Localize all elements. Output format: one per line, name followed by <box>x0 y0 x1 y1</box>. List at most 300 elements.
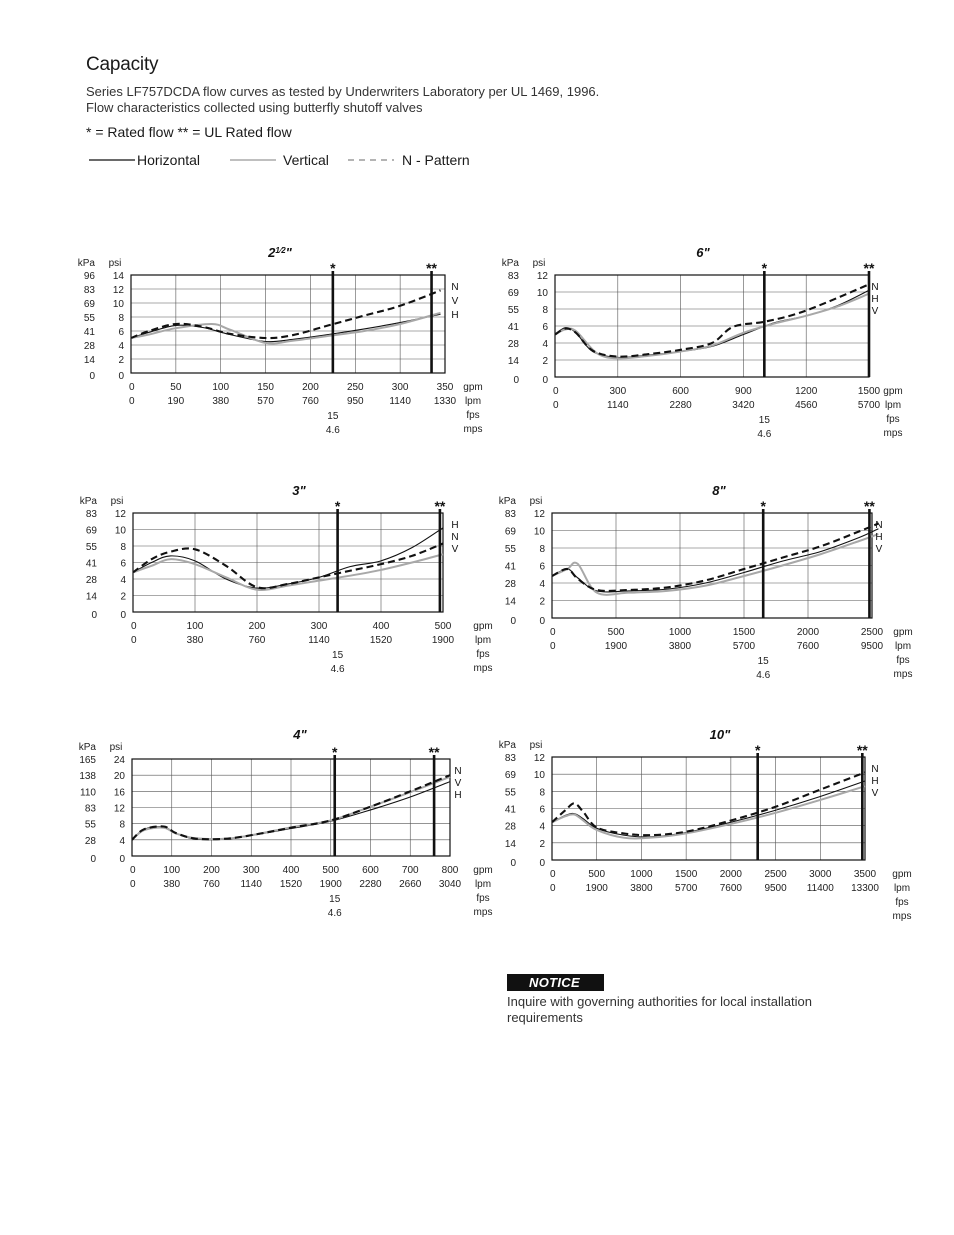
y-tick-kpa: 55 <box>504 787 516 799</box>
end-label-v: V <box>871 306 879 317</box>
x-tick-lpm: 0 <box>553 400 559 411</box>
flow-chart-2 <box>500 240 920 440</box>
grid-lines <box>555 275 869 377</box>
y-tick-kpa: 0 <box>510 616 516 627</box>
x-unit-mps: mps <box>473 663 493 674</box>
x-tick-gpm: 200 <box>203 865 220 876</box>
y-tick-kpa: 83 <box>84 803 96 815</box>
x-tick-lpm: 0 <box>129 396 135 407</box>
x-tick-gpm: 500 <box>434 621 452 632</box>
x-tick-lpm: 9500 <box>860 641 884 652</box>
end-label-n: N <box>875 520 883 531</box>
y-tick-kpa: 14 <box>504 838 516 850</box>
chart-title-inch: " <box>285 245 292 260</box>
x-tick-lpm: 2280 <box>359 879 382 890</box>
series-vertical <box>552 786 865 838</box>
x-unit-gpm: gpm <box>893 627 913 638</box>
x-tick-gpm: 200 <box>302 382 319 393</box>
x-tick-gpm: 0 <box>129 382 135 393</box>
rated-flow-mps: 4.6 <box>330 664 345 675</box>
y-tick-psi: 16 <box>113 787 125 799</box>
rated-flow-star: * <box>760 498 766 514</box>
ul-rated-flow-stars: ** <box>856 742 868 758</box>
legend-swatch-vertical <box>230 159 276 162</box>
series-horizontal <box>555 290 869 357</box>
x-tick-lpm: 1900 <box>604 641 628 652</box>
y-tick-psi: 14 <box>112 271 124 282</box>
y-tick-psi: 0 <box>542 375 548 386</box>
legend-swatch-n-pattern <box>348 159 394 162</box>
y-tick-psi: 4 <box>118 341 124 352</box>
x-tick-gpm: 600 <box>672 386 689 397</box>
y-tick-psi: 10 <box>536 288 548 299</box>
x-unit-mps: mps <box>893 669 913 680</box>
chart-svg <box>78 722 498 922</box>
x-tick-lpm: 11400 <box>806 883 834 894</box>
x-tick-lpm: 3800 <box>668 641 692 652</box>
ul-rated-flow-stars: ** <box>428 744 440 760</box>
rated-flow-star: * <box>330 260 336 276</box>
x-tick-lpm: 5700 <box>675 883 698 894</box>
y-tick-psi: 0 <box>539 858 545 869</box>
rated-flow-star: * <box>754 742 761 758</box>
y-tick-kpa: 165 <box>79 755 96 766</box>
y-tick-psi: 10 <box>533 770 545 782</box>
y-tick-kpa: 69 <box>83 299 95 310</box>
x-unit-mps: mps <box>883 428 903 439</box>
x-unit-mps: mps <box>473 907 493 918</box>
x-tick-lpm: 4560 <box>795 400 818 411</box>
flow-chart-5 <box>78 722 498 922</box>
y-tick-psi: 20 <box>113 771 125 783</box>
series-vertical <box>133 554 443 590</box>
y-tick-psi: 12 <box>113 803 125 815</box>
chart-title-inch: " <box>300 727 307 742</box>
x-tick-lpm: 380 <box>163 879 181 890</box>
y-tick-kpa: 83 <box>85 509 97 520</box>
rated-flow-fps: 15 <box>758 415 770 426</box>
legend-label-vertical: Vertical <box>283 152 329 168</box>
chart-title-size: 4 <box>293 727 301 742</box>
y-tick-psi: 0 <box>118 371 124 382</box>
y-tick-kpa: 55 <box>83 313 95 324</box>
y-tick-kpa: 0 <box>510 858 516 869</box>
end-label-n: N <box>451 282 459 293</box>
x-unit-gpm: gpm <box>883 386 903 397</box>
y-tick-kpa: 55 <box>85 542 97 553</box>
x-tick-gpm: 250 <box>346 382 364 393</box>
x-tick-gpm: 0 <box>553 386 559 397</box>
chart-title <box>292 727 307 742</box>
x-tick-lpm: 380 <box>212 396 230 407</box>
x-unit-fps: fps <box>476 649 490 660</box>
y-tick-psi: 6 <box>539 561 545 573</box>
y-tick-kpa: 28 <box>504 821 516 833</box>
x-unit-lpm: lpm <box>894 641 912 652</box>
x-tick-gpm: 1000 <box>630 869 653 880</box>
grid-lines <box>552 513 872 618</box>
chart-svg <box>498 478 920 681</box>
rated-flow-star: * <box>334 498 341 514</box>
y-tick-kpa: 28 <box>504 579 516 590</box>
y-unit-psi: psi <box>529 740 543 751</box>
y-unit-psi: psi <box>108 258 122 269</box>
notice-badge: NOTICE <box>507 974 604 991</box>
y-tick-psi: 2 <box>118 355 124 366</box>
x-unit-fps: fps <box>895 897 909 908</box>
series-group <box>552 772 865 838</box>
chart-title-size: 10 <box>709 727 725 742</box>
y-tick-kpa: 0 <box>90 854 96 865</box>
x-tick-lpm: 7600 <box>796 641 820 652</box>
x-unit-mps: mps <box>463 424 483 435</box>
y-tick-kpa: 41 <box>85 558 97 570</box>
x-tick-gpm: 0 <box>130 865 136 876</box>
x-tick-lpm: 1140 <box>607 400 629 411</box>
page-title: Capacity <box>86 54 159 75</box>
y-tick-psi: 10 <box>114 525 126 537</box>
notice-text <box>507 994 847 1026</box>
y-tick-psi: 8 <box>542 305 548 316</box>
x-tick-gpm: 1500 <box>732 627 756 638</box>
x-tick-gpm: 350 <box>436 382 454 393</box>
y-tick-psi: 4 <box>542 339 548 350</box>
intro-line-1: Series LF757DCDA flow curves as tested by Underwriters Laboratory per UL 1469, 1996. <box>86 84 600 99</box>
chart-title-inch: " <box>703 245 710 260</box>
chart-title <box>712 483 726 498</box>
series-horizontal <box>552 529 878 592</box>
y-tick-kpa: 28 <box>84 835 96 847</box>
x-tick-lpm: 760 <box>203 879 220 890</box>
y-tick-kpa: 14 <box>85 591 97 603</box>
y-tick-kpa: 69 <box>504 770 516 782</box>
y-tick-psi: 6 <box>542 322 548 333</box>
end-label-v: V <box>451 544 459 555</box>
y-tick-psi: 8 <box>120 542 126 553</box>
x-unit-lpm: lpm <box>884 400 902 411</box>
series-group <box>552 524 878 595</box>
y-unit-psi: psi <box>532 258 546 269</box>
end-label-h: H <box>875 532 883 543</box>
x-tick-gpm: 1500 <box>675 869 698 880</box>
x-tick-lpm: 2660 <box>399 879 422 890</box>
x-tick-gpm: 2000 <box>719 869 742 880</box>
x-tick-lpm: 760 <box>248 635 266 646</box>
y-tick-kpa: 28 <box>507 339 519 350</box>
ul-rated-flow-stars: ** <box>426 260 437 276</box>
end-label-h: H <box>451 310 459 321</box>
chart-title-size: 2 <box>268 245 276 260</box>
chart-title-size: 6 <box>696 245 704 260</box>
y-unit-kpa: kPa <box>501 258 519 269</box>
x-tick-gpm: 0 <box>550 869 556 880</box>
x-tick-gpm: 400 <box>372 621 390 632</box>
y-tick-psi: 4 <box>120 575 126 586</box>
x-tick-lpm: 3040 <box>438 879 462 890</box>
y-tick-kpa: 55 <box>84 819 96 831</box>
chart-svg <box>500 240 920 440</box>
y-tick-psi: 2 <box>542 356 548 367</box>
y-tick-psi: 12 <box>533 509 545 520</box>
notice-box <box>507 974 847 1026</box>
x-tick-gpm: 50 <box>170 382 182 393</box>
y-tick-psi: 6 <box>118 327 124 338</box>
x-unit-fps: fps <box>886 414 900 425</box>
x-tick-gpm: 300 <box>609 386 627 397</box>
x-unit-fps: fps <box>896 655 910 666</box>
x-tick-lpm: 380 <box>186 635 204 646</box>
y-tick-psi: 4 <box>539 579 545 590</box>
flow-chart-4 <box>498 478 920 681</box>
x-tick-lpm: 1900 <box>585 883 608 894</box>
chart-title-fraction: 1⁄2 <box>275 246 286 255</box>
y-tick-kpa: 55 <box>504 544 516 555</box>
x-unit-gpm: gpm <box>473 621 493 632</box>
y-tick-kpa: 83 <box>507 271 519 282</box>
rated-flow-fps: 15 <box>757 656 769 667</box>
y-tick-kpa: 110 <box>80 787 96 799</box>
y-tick-psi: 2 <box>120 591 126 603</box>
x-tick-gpm: 100 <box>163 865 181 876</box>
chart-title <box>696 245 710 260</box>
end-label-n: N <box>871 282 879 293</box>
end-label-h: H <box>871 776 879 787</box>
chart-svg <box>78 478 498 678</box>
chart-svg <box>500 722 920 922</box>
x-tick-lpm: 0 <box>130 879 136 890</box>
x-tick-gpm: 1000 <box>668 627 692 638</box>
x-tick-gpm: 800 <box>441 865 459 876</box>
intro-line-2: Flow characteristics collected using butterfly shutoff valves <box>86 100 423 115</box>
x-tick-lpm: 13300 <box>851 883 879 894</box>
y-unit-kpa: kPa <box>77 258 95 269</box>
x-tick-gpm: 300 <box>391 382 409 393</box>
series-vertical <box>552 534 878 595</box>
y-tick-psi: 8 <box>119 819 125 831</box>
rated-flow-star: * <box>761 260 768 276</box>
x-tick-lpm: 0 <box>550 641 556 652</box>
x-tick-gpm: 2000 <box>796 627 820 638</box>
x-tick-lpm: 950 <box>346 396 364 407</box>
y-tick-kpa: 55 <box>507 305 519 316</box>
end-label-h: H <box>451 520 459 531</box>
legend-swatch-horizontal <box>89 159 135 162</box>
y-tick-psi: 8 <box>539 787 545 799</box>
x-tick-gpm: 900 <box>735 386 752 397</box>
x-tick-gpm: 3500 <box>853 869 877 880</box>
end-label-n: N <box>454 766 462 777</box>
y-tick-psi: 8 <box>539 544 545 555</box>
chart-title <box>292 483 306 498</box>
x-tick-gpm: 400 <box>282 865 300 876</box>
y-tick-psi: 2 <box>539 596 545 608</box>
x-tick-lpm: 1330 <box>433 396 457 407</box>
rated-flow-fps: 15 <box>329 894 341 905</box>
flow-chart-6 <box>500 722 920 922</box>
y-tick-psi: 0 <box>539 616 545 627</box>
x-tick-gpm: 3000 <box>809 869 832 880</box>
y-tick-psi: 12 <box>533 753 545 764</box>
x-unit-lpm: lpm <box>474 635 492 646</box>
series-group <box>555 284 869 358</box>
y-tick-kpa: 83 <box>504 753 516 764</box>
y-tick-psi: 4 <box>119 835 125 847</box>
x-tick-gpm: 0 <box>550 627 556 638</box>
x-unit-lpm: lpm <box>464 396 482 407</box>
y-unit-kpa: kPa <box>498 740 516 751</box>
end-label-v: V <box>451 296 459 307</box>
notice-line-2: requirements <box>507 1010 583 1025</box>
y-unit-psi: psi <box>109 742 123 753</box>
rated-flow-mps: 4.6 <box>327 908 342 919</box>
y-tick-kpa: 41 <box>504 561 516 573</box>
rated-flow-mps: 4.6 <box>756 670 771 681</box>
x-tick-gpm: 600 <box>362 865 379 876</box>
y-tick-kpa: 28 <box>85 575 97 586</box>
y-tick-psi: 12 <box>536 271 548 282</box>
chart-title <box>267 245 292 260</box>
y-tick-psi: 0 <box>119 854 125 865</box>
x-tick-gpm: 700 <box>401 865 419 876</box>
ul-rated-flow-stars: ** <box>863 260 875 276</box>
x-tick-lpm: 1900 <box>319 879 342 890</box>
y-tick-kpa: 96 <box>83 271 95 282</box>
legend-label-n-pattern: N - Pattern <box>402 152 470 168</box>
y-tick-psi: 6 <box>120 558 126 570</box>
rated-flow-mps: 4.6 <box>757 429 772 440</box>
x-tick-lpm: 190 <box>167 396 185 407</box>
y-tick-kpa: 14 <box>83 355 95 366</box>
x-unit-lpm: lpm <box>893 883 911 894</box>
y-unit-psi: psi <box>529 496 543 507</box>
x-unit-gpm: gpm <box>463 382 483 393</box>
x-tick-lpm: 0 <box>131 635 137 646</box>
chart-title-inch: " <box>724 727 731 742</box>
series-group <box>133 528 443 590</box>
x-tick-lpm: 1140 <box>240 879 263 890</box>
y-tick-psi: 4 <box>539 821 545 833</box>
grid-lines <box>133 513 443 612</box>
chart-title-inch: " <box>719 483 726 498</box>
x-tick-gpm: 1500 <box>857 386 881 397</box>
flow-chart-3 <box>78 478 498 678</box>
y-tick-kpa: 41 <box>83 327 95 338</box>
chart-svg <box>78 240 498 440</box>
x-tick-lpm: 1900 <box>431 635 455 646</box>
x-tick-gpm: 2500 <box>860 627 884 638</box>
x-tick-gpm: 0 <box>131 621 137 632</box>
x-unit-gpm: gpm <box>473 865 493 876</box>
x-tick-gpm: 150 <box>257 382 274 393</box>
y-tick-kpa: 0 <box>513 375 519 386</box>
chart-title-inch: " <box>299 483 306 498</box>
y-tick-psi: 0 <box>120 610 126 621</box>
x-tick-gpm: 100 <box>212 382 230 393</box>
y-tick-kpa: 41 <box>504 804 516 816</box>
x-unit-gpm: gpm <box>892 869 912 880</box>
y-unit-kpa: kPa <box>79 496 97 507</box>
x-unit-fps: fps <box>476 893 490 904</box>
end-label-n: N <box>871 764 879 775</box>
y-tick-kpa: 138 <box>79 771 96 783</box>
y-tick-kpa: 69 <box>85 525 97 537</box>
chart-title-size: 8 <box>712 483 720 498</box>
y-tick-kpa: 83 <box>504 509 516 520</box>
x-tick-gpm: 2500 <box>764 869 787 880</box>
rated-flow-star: * <box>331 744 338 760</box>
legend-label-horizontal: Horizontal <box>137 152 201 168</box>
x-tick-lpm: 5700 <box>857 400 881 411</box>
x-tick-lpm: 9500 <box>764 883 787 894</box>
ul-rated-flow-stars: ** <box>863 498 875 514</box>
x-tick-lpm: 570 <box>257 396 274 407</box>
y-tick-kpa: 69 <box>507 288 519 299</box>
chart-title <box>710 727 731 742</box>
x-unit-mps: mps <box>892 911 912 922</box>
y-tick-kpa: 83 <box>83 285 95 296</box>
y-tick-kpa: 14 <box>507 356 519 367</box>
y-tick-kpa: 0 <box>91 610 97 621</box>
y-tick-kpa: 0 <box>89 371 95 382</box>
rated-flow-fps: 15 <box>327 411 339 422</box>
series-vertical <box>131 313 441 344</box>
y-tick-psi: 10 <box>112 299 124 310</box>
end-label-v: V <box>454 778 462 789</box>
end-label-v: V <box>871 788 879 799</box>
grid-lines <box>552 757 865 860</box>
y-tick-kpa: 41 <box>507 322 519 333</box>
x-tick-lpm: 1140 <box>308 635 330 646</box>
y-tick-psi: 12 <box>114 509 126 520</box>
rated-flow-key: * = Rated flow ** = UL Rated flow <box>86 124 292 140</box>
x-tick-lpm: 760 <box>302 396 319 407</box>
notice-line-1: Inquire with governing authorities for local installation <box>507 994 812 1009</box>
x-unit-fps: fps <box>466 410 480 421</box>
x-tick-gpm: 200 <box>248 621 266 632</box>
y-tick-psi: 24 <box>113 755 125 766</box>
x-tick-gpm: 100 <box>186 621 204 632</box>
x-tick-lpm: 3800 <box>630 883 653 894</box>
y-tick-psi: 12 <box>112 285 124 296</box>
y-tick-psi: 8 <box>118 313 124 324</box>
grid-lines <box>132 759 450 856</box>
x-tick-lpm: 1520 <box>369 635 393 646</box>
ul-rated-flow-stars: ** <box>434 498 446 514</box>
x-tick-gpm: 500 <box>322 865 340 876</box>
x-tick-gpm: 500 <box>588 869 606 880</box>
y-tick-kpa: 14 <box>504 596 516 608</box>
y-tick-kpa: 28 <box>83 341 95 352</box>
end-label-h: H <box>871 294 879 305</box>
x-tick-gpm: 300 <box>310 621 328 632</box>
end-label-h: H <box>454 790 462 801</box>
y-tick-psi: 6 <box>539 804 545 816</box>
x-tick-lpm: 1140 <box>389 396 411 407</box>
end-label-n: N <box>451 532 459 543</box>
rated-flow-fps: 15 <box>332 650 344 661</box>
y-tick-psi: 10 <box>533 526 545 538</box>
x-tick-lpm: 1520 <box>279 879 303 890</box>
y-tick-psi: 2 <box>539 838 545 850</box>
chart-title-size: 3 <box>292 483 300 498</box>
x-tick-gpm: 1200 <box>795 386 818 397</box>
x-tick-lpm: 2280 <box>669 400 692 411</box>
x-tick-lpm: 5700 <box>732 641 756 652</box>
x-tick-lpm: 3420 <box>732 400 755 411</box>
end-label-v: V <box>875 544 883 555</box>
x-tick-gpm: 500 <box>607 627 625 638</box>
y-unit-psi: psi <box>110 496 124 507</box>
